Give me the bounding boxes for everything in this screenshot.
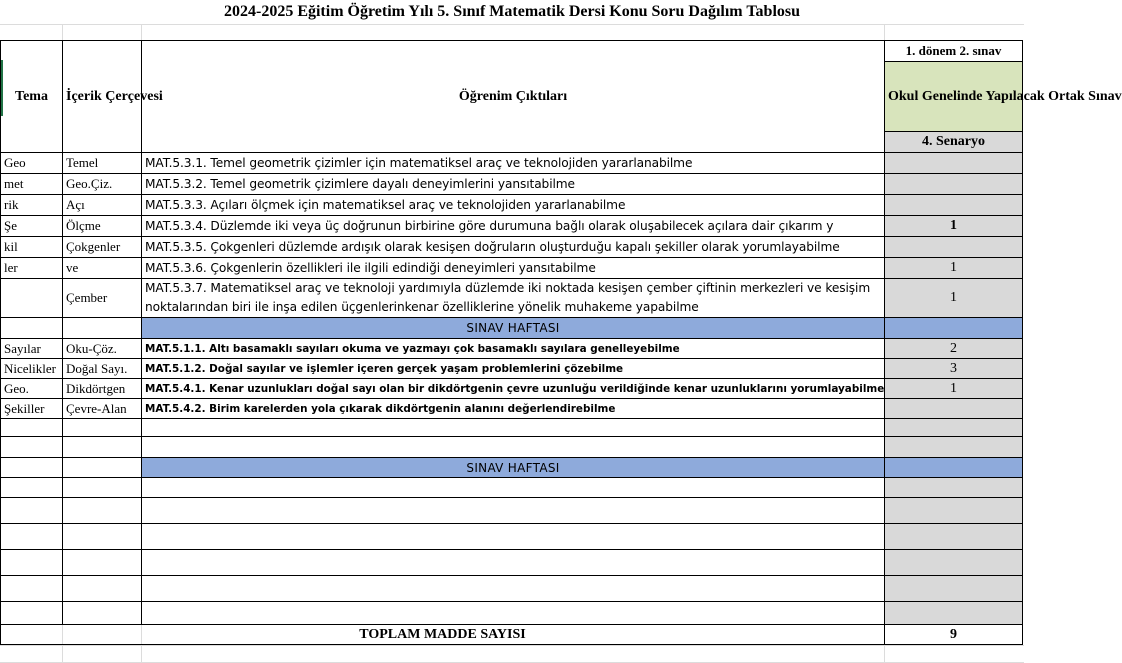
tema-cell: met <box>1 174 63 195</box>
outcome-cell: MAT.5.3.1. Temel geometrik çizimler için matematiksel araç ve teknolojiden yararlanabilme <box>142 153 885 174</box>
icerik-cell: ve <box>63 258 142 279</box>
score-cell <box>885 174 1023 195</box>
gridline <box>0 24 1024 25</box>
empty-row <box>1 602 1023 625</box>
outcome-cell: MAT.5.3.5. Çokgenleri düzlemde ardışık olarak kesişen doğruların oluşturduğu kapalı şekiller olarak yorumlayabilme <box>142 237 885 258</box>
score-cell: 1 <box>885 279 1023 318</box>
empty-row <box>1 498 1023 524</box>
gridline <box>0 645 1024 646</box>
outcome-cell: MAT.5.3.3. Açıları ölçmek için matematiksel araç ve teknolojiden yararlanabilme <box>142 195 885 216</box>
table-row <box>1 216 1023 237</box>
score-cell: 1 <box>885 379 1023 399</box>
icerik-cell: Ölçme <box>63 216 142 237</box>
empty-row <box>1 524 1023 550</box>
header-exam-type: Okul Genelinde Yapılacak Ortak Sınav <box>885 62 1023 132</box>
score-cell: 3 <box>885 359 1023 379</box>
total-value: 9 <box>885 625 1023 645</box>
header-tema: Tema <box>1 41 63 153</box>
exam-week-banner: SINAV HAFTASI <box>142 318 885 339</box>
score-cell: 2 <box>885 339 1023 359</box>
table-row <box>1 258 1023 279</box>
header-scenario: 4. Senaryo <box>885 132 1023 153</box>
outcome-cell: MAT.5.1.1. Altı basamaklı sayıları okuma ve yazmayı çok basamaklı sayılara genelleyebilme <box>142 339 885 359</box>
score-cell <box>885 399 1023 419</box>
tema-cell: ler <box>1 258 63 279</box>
distribution-table <box>0 40 1122 645</box>
exam-week-banner: SINAV HAFTASI <box>142 458 885 478</box>
outcome-cell: MAT.5.1.2. Doğal sayılar ve işlemler içeren gerçek yaşam problemlerini çözebilme <box>142 359 885 379</box>
tema-cell: rik <box>1 195 63 216</box>
header-icerik: İçerik Çerçevesi <box>63 41 142 153</box>
table-row <box>1 379 1023 399</box>
icerik-cell: Çokgenler <box>63 237 142 258</box>
outcome-cell: MAT.5.3.7. Matematiksel araç ve teknoloji yardımıyla düzlemde iki noktada kesişen çember çiftinin merkezleri ve kesişim noktalarından biri ile inşa edilen üçgenlerinkenar özelliklerine yönelik muhakeme yapabilme <box>142 279 885 318</box>
table-row <box>1 153 1023 174</box>
outcome-cell: MAT.5.3.2. Temel geometrik çizimlere dayalı deneyimlerini yansıtabilme <box>142 174 885 195</box>
outcome-cell: MAT.5.3.4. Düzlemde iki veya üç doğrunun birbirine göre durumuna bağlı olarak oluşabilecek açılara dair çıkarım y <box>142 216 885 237</box>
header-exam: 1. dönem 2. sınav <box>885 41 1023 62</box>
page-title: 2024-2025 Eğitim Öğretim Yılı 5. Sınıf Matematik Dersi Konu Soru Dağılım Tablosu <box>223 3 801 20</box>
tema-cell: kil <box>1 237 63 258</box>
icerik-cell: Doğal Sayı. <box>63 359 142 379</box>
empty-row <box>1 419 1023 437</box>
score-cell <box>885 195 1023 216</box>
table-row <box>1 359 1023 379</box>
empty-row <box>1 550 1023 576</box>
outcome-cell: MAT.5.4.2. Birim karelerden yola çıkarak dikdörtgenin alanını değerlendirebilme <box>142 399 885 419</box>
tema-cell: Sayılar <box>1 339 63 359</box>
score-cell <box>885 153 1023 174</box>
outcome-cell: MAT.5.4.1. Kenar uzunlukları doğal sayı olan bir dikdörtgenin çevre uzunluğu verildiğinde kenar uzunluklarını yorumlayabilme <box>142 379 885 399</box>
score-cell: 1 <box>885 258 1023 279</box>
table-row <box>1 339 1023 359</box>
exam-week-fill <box>885 458 1023 478</box>
table-row <box>1 279 1023 318</box>
empty-row <box>1 576 1023 602</box>
icerik-cell: Geo.Çiz. <box>63 174 142 195</box>
empty-row <box>1 478 1023 498</box>
total-label: TOPLAM MADDE SAYISI <box>1 625 885 645</box>
tema-cell: Şekiller <box>1 399 63 419</box>
tema-cell: Geo. <box>1 379 63 399</box>
tema-cell <box>1 279 63 318</box>
score-cell: 1 <box>885 216 1023 237</box>
icerik-cell: Çevre-Alan <box>63 399 142 419</box>
tema-cell: Şe <box>1 216 63 237</box>
table-row <box>1 399 1023 419</box>
empty-row <box>1 437 1023 458</box>
icerik-cell: Dikdörtgen <box>63 379 142 399</box>
score-cell <box>885 237 1023 258</box>
icerik-cell: Açı <box>63 195 142 216</box>
tema-cell: Nicelikler <box>1 359 63 379</box>
header-ciktilar: Öğrenim Çıktıları <box>142 41 885 153</box>
table-row <box>1 195 1023 216</box>
outcome-cell: MAT.5.3.6. Çokgenlerin özellikleri ile ilgili edindiği deneyimleri yansıtabilme <box>142 258 885 279</box>
total-row <box>1 625 1023 645</box>
exam-week-fill <box>885 318 1023 339</box>
icerik-cell: Temel <box>63 153 142 174</box>
table-row <box>1 237 1023 258</box>
icerik-cell: Oku-Çöz. <box>63 339 142 359</box>
icerik-cell: Çember <box>63 279 142 318</box>
tema-cell: Geo <box>1 153 63 174</box>
table-row <box>1 174 1023 195</box>
